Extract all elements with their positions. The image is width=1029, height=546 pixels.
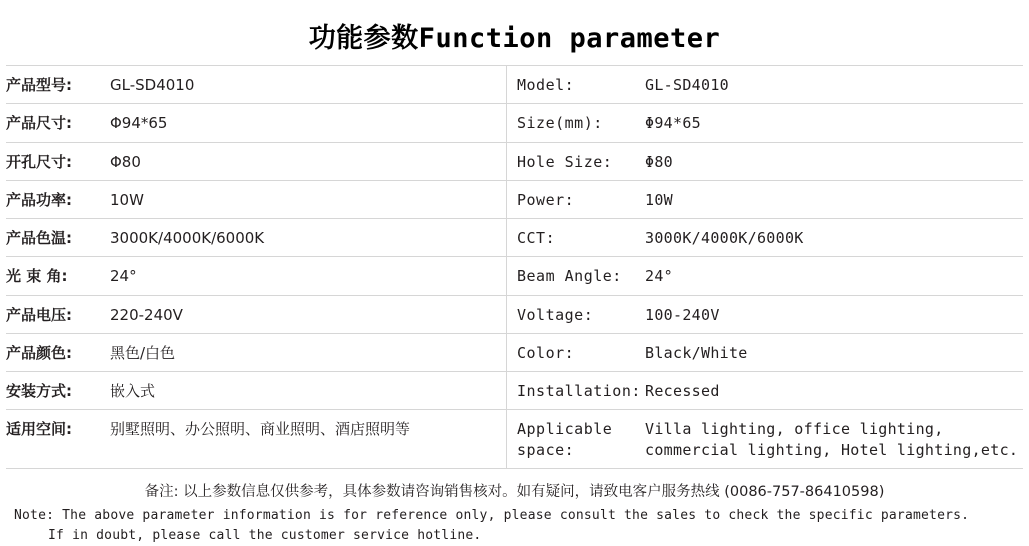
column-divider — [507, 180, 518, 218]
row-label-cn: 产品型号: — [6, 76, 72, 94]
row-label-en: Beam Angle: — [517, 267, 622, 286]
note-english-line2: If in doubt, please call the customer service hotline. — [48, 527, 482, 543]
row-value-cn: 3000K/4000K/6000K — [110, 229, 265, 247]
table-row — [6, 219, 1023, 257]
row-label-en: Applicable space: — [517, 420, 613, 459]
row-label-en: Power: — [517, 190, 575, 209]
row-label-cn: 开孔尺寸: — [6, 152, 72, 171]
column-divider — [507, 142, 518, 180]
column-divider — [507, 219, 518, 257]
row-value-en: 10W — [645, 190, 673, 209]
table-row — [6, 410, 1023, 469]
page-title: 功能参数Function parameter — [308, 23, 721, 54]
column-divider — [507, 333, 518, 371]
row-label-cn: 产品电压: — [6, 305, 72, 324]
table-row — [6, 142, 1023, 180]
table-row — [6, 66, 1023, 104]
specification-table — [6, 65, 1023, 469]
table-row — [6, 295, 1023, 333]
row-value-cn: 别墅照明、办公照明、商业照明、酒店照明等 — [110, 420, 411, 439]
row-label-en: Hole Size: — [517, 152, 613, 171]
column-divider — [507, 104, 518, 142]
note-english-line1: Note: The above parameter information is for reference only, please consult the sales to check the specific parameters. — [14, 507, 970, 523]
row-value-en: Villa lighting, office lighting, commercial lighting, Hotel lighting,etc. — [645, 420, 1019, 459]
row-label-en: Model: — [517, 76, 575, 94]
row-label-cn: 产品色温: — [6, 229, 72, 247]
row-label-cn: 适用空间: — [6, 420, 72, 439]
column-divider — [507, 257, 518, 295]
table-row — [6, 257, 1023, 295]
row-value-en: Φ80 — [645, 152, 673, 171]
row-value-en: 100-240V — [645, 305, 720, 324]
row-value-cn: 24° — [110, 267, 137, 286]
row-label-en: Color: — [517, 343, 575, 362]
row-label-cn: 产品颜色: — [6, 343, 72, 362]
row-value-en: 24° — [645, 267, 673, 286]
column-divider — [507, 295, 518, 333]
row-value-en: Black/White — [645, 343, 748, 362]
row-value-en: GL-SD4010 — [645, 76, 729, 94]
row-label-en: CCT: — [517, 229, 556, 247]
row-value-cn: 10W — [110, 190, 144, 209]
note-english — [0, 506, 1029, 546]
row-label-en: Voltage: — [517, 305, 594, 324]
row-label-cn: 安装方式: — [6, 382, 72, 400]
row-label-cn: 产品功率: — [6, 190, 72, 209]
row-value-cn: 黑色/白色 — [110, 343, 176, 362]
note-chinese: 备注: 以上参数信息仅供参考，具体参数请咨询销售核对。如有疑问，请致电客户服务热线 (0086-757-86410598) — [144, 483, 885, 500]
table-row — [6, 180, 1023, 218]
row-value-en: Φ94*65 — [645, 114, 701, 133]
row-value-en: Recessed — [645, 382, 720, 400]
row-value-cn: Φ94*65 — [110, 114, 168, 133]
row-label-en: Size(mm): — [517, 114, 603, 133]
row-label-cn: 光 束 角: — [6, 267, 68, 286]
row-label-en: Installation: — [517, 382, 641, 400]
table-row — [6, 104, 1023, 142]
row-label-cn: 产品尺寸: — [6, 114, 72, 133]
column-divider — [507, 66, 518, 104]
row-value-cn: Φ80 — [110, 152, 141, 171]
table-row — [6, 372, 1023, 410]
column-divider — [507, 410, 518, 469]
row-value-cn: 嵌入式 — [110, 382, 156, 400]
column-divider — [507, 372, 518, 410]
row-value-en: 3000K/4000K/6000K — [645, 229, 804, 247]
row-value-cn: 220-240V — [110, 305, 183, 324]
row-value-cn: GL-SD4010 — [110, 76, 195, 94]
table-row — [6, 333, 1023, 371]
